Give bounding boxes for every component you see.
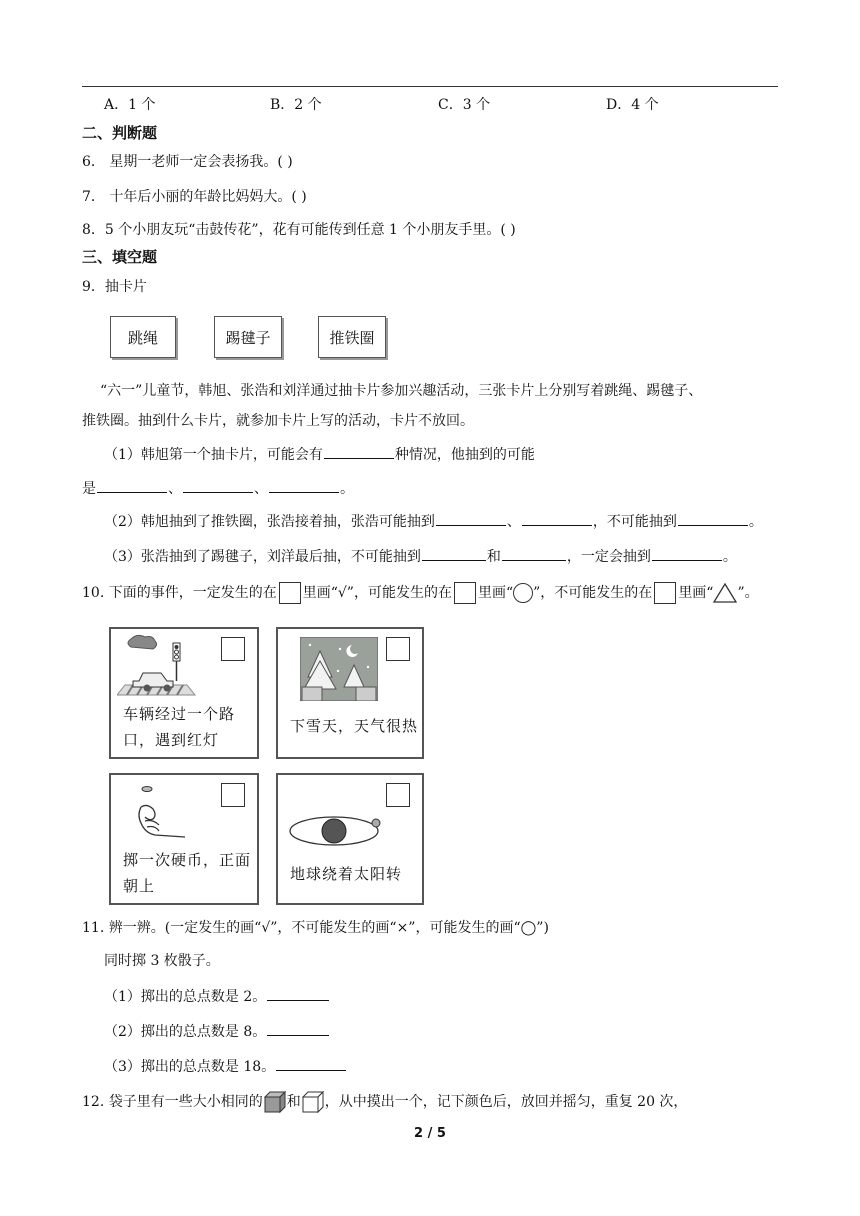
snow-scene-icon: [300, 637, 378, 701]
question-9-text-line2: 推铁圈。抽到什么卡片，就参加卡片上写的活动，卡片不放回。: [82, 413, 474, 429]
answer-blank[interactable]: [324, 444, 394, 459]
card-hoop: 推铁圈: [318, 316, 386, 358]
section-fill-heading: 三、填空题: [82, 248, 158, 266]
option-a: A．1 个: [104, 97, 156, 113]
answer-blank[interactable]: [183, 478, 253, 493]
option-d: D．4 个: [606, 97, 659, 113]
answer-box[interactable]: [221, 637, 245, 661]
answer-blank[interactable]: [269, 478, 339, 493]
question-10: 10. 下面的事件，一定发生的在 里画“√”，可能发生的在 里画“ ”，不可能发生的在 里画“ ”。: [82, 582, 759, 604]
hand-coin-icon: [127, 783, 197, 843]
panel-caption: 掷一次硬币，正面朝上: [123, 851, 252, 895]
panel-caption: 车辆经过一个路口，遇到红灯: [123, 705, 236, 749]
answer-box[interactable]: [221, 783, 245, 807]
question-9-part2: （2）韩旭抽到了推铁圈，张浩接着抽，张浩可能抽到 、 ，不可能抽到 。: [104, 511, 763, 531]
panel-caption: 地球绕着太阳转: [290, 865, 403, 883]
square-box-icon: [454, 582, 476, 604]
question-9-title: 9．抽卡片: [82, 279, 147, 295]
answer-blank[interactable]: [652, 546, 722, 561]
top-rule: [82, 86, 778, 87]
question-12: 12. 袋子里有一些大小相同的 和 ，从中摸出一个，记下颜色后，放回并摇匀，重复 20 次，: [82, 1090, 687, 1114]
section-judgement-heading: 二、判断题: [82, 124, 158, 142]
page-number: 2 / 5: [414, 1126, 446, 1141]
panel-traffic-light: [109, 627, 259, 759]
panel-snow-day: [276, 627, 424, 759]
panel-coin-toss: [109, 773, 259, 905]
car-crossing-icon: [117, 633, 207, 697]
square-box-icon: [654, 582, 676, 604]
card-shuttlecock: 踢毽子: [214, 316, 282, 358]
panel-earth-orbit: [276, 773, 424, 905]
orbit-icon: [286, 809, 386, 853]
question-9-part3: （3）张浩抽到了踢毽子，刘洋最后抽，不可能抽到 和 ，一定会抽到 。: [104, 546, 737, 566]
answer-blank[interactable]: [422, 546, 486, 561]
question-9-part1-cont: 是 、 、 。: [82, 478, 354, 498]
question-9-part1: （1）韩旭第一个抽卡片，可能会有 种情况，他抽到的可能: [104, 444, 535, 464]
option-b: B．2 个: [270, 97, 322, 113]
circle-icon: [513, 583, 533, 603]
question-6: 6． 星期一老师一定会表扬我。( ): [82, 154, 293, 170]
answer-blank[interactable]: [522, 511, 592, 526]
question-8: 8．5 个小朋友玩“击鼓传花”，花有可能传到任意 1 个小朋友手里。( ): [82, 222, 516, 238]
answer-blank[interactable]: [267, 986, 329, 1001]
question-7: 7． 十年后小丽的年龄比妈妈大。( ): [82, 189, 307, 205]
answer-blank[interactable]: [502, 546, 566, 561]
answer-box[interactable]: [386, 783, 410, 807]
question-11-subtitle: 同时掷 3 枚骰子。: [104, 953, 220, 969]
answer-blank[interactable]: [267, 1021, 329, 1036]
card-jump-rope: 跳绳: [110, 316, 176, 358]
answer-blank[interactable]: [276, 1056, 346, 1071]
gray-cube-icon: [263, 1090, 287, 1114]
question-9-text-line1: “六一”儿童节，韩旭、张浩和刘洋通过抽卡片参加兴趣活动，三张卡片上分别写着跳绳、踢毽子、: [100, 383, 703, 399]
answer-blank[interactable]: [97, 478, 167, 493]
question-11: 11. 辨一辨。(一定发生的画“√”，不可能发生的画“×”，可能发生的画“◯”): [82, 920, 549, 936]
panel-caption: 下雪天，天气很热: [290, 717, 419, 735]
question-11-part1: （1）掷出的总点数是 2。: [104, 986, 330, 1006]
triangle-icon: [713, 583, 737, 603]
option-c: C．3 个: [438, 97, 491, 113]
question-11-part2: （2）掷出的总点数是 8。: [104, 1021, 330, 1041]
answer-box[interactable]: [386, 637, 410, 661]
answer-blank[interactable]: [678, 511, 748, 526]
white-cube-icon: [301, 1090, 325, 1114]
answer-blank[interactable]: [436, 511, 506, 526]
square-box-icon: [279, 582, 301, 604]
question-11-part3: （3）掷出的总点数是 18。: [104, 1056, 347, 1076]
